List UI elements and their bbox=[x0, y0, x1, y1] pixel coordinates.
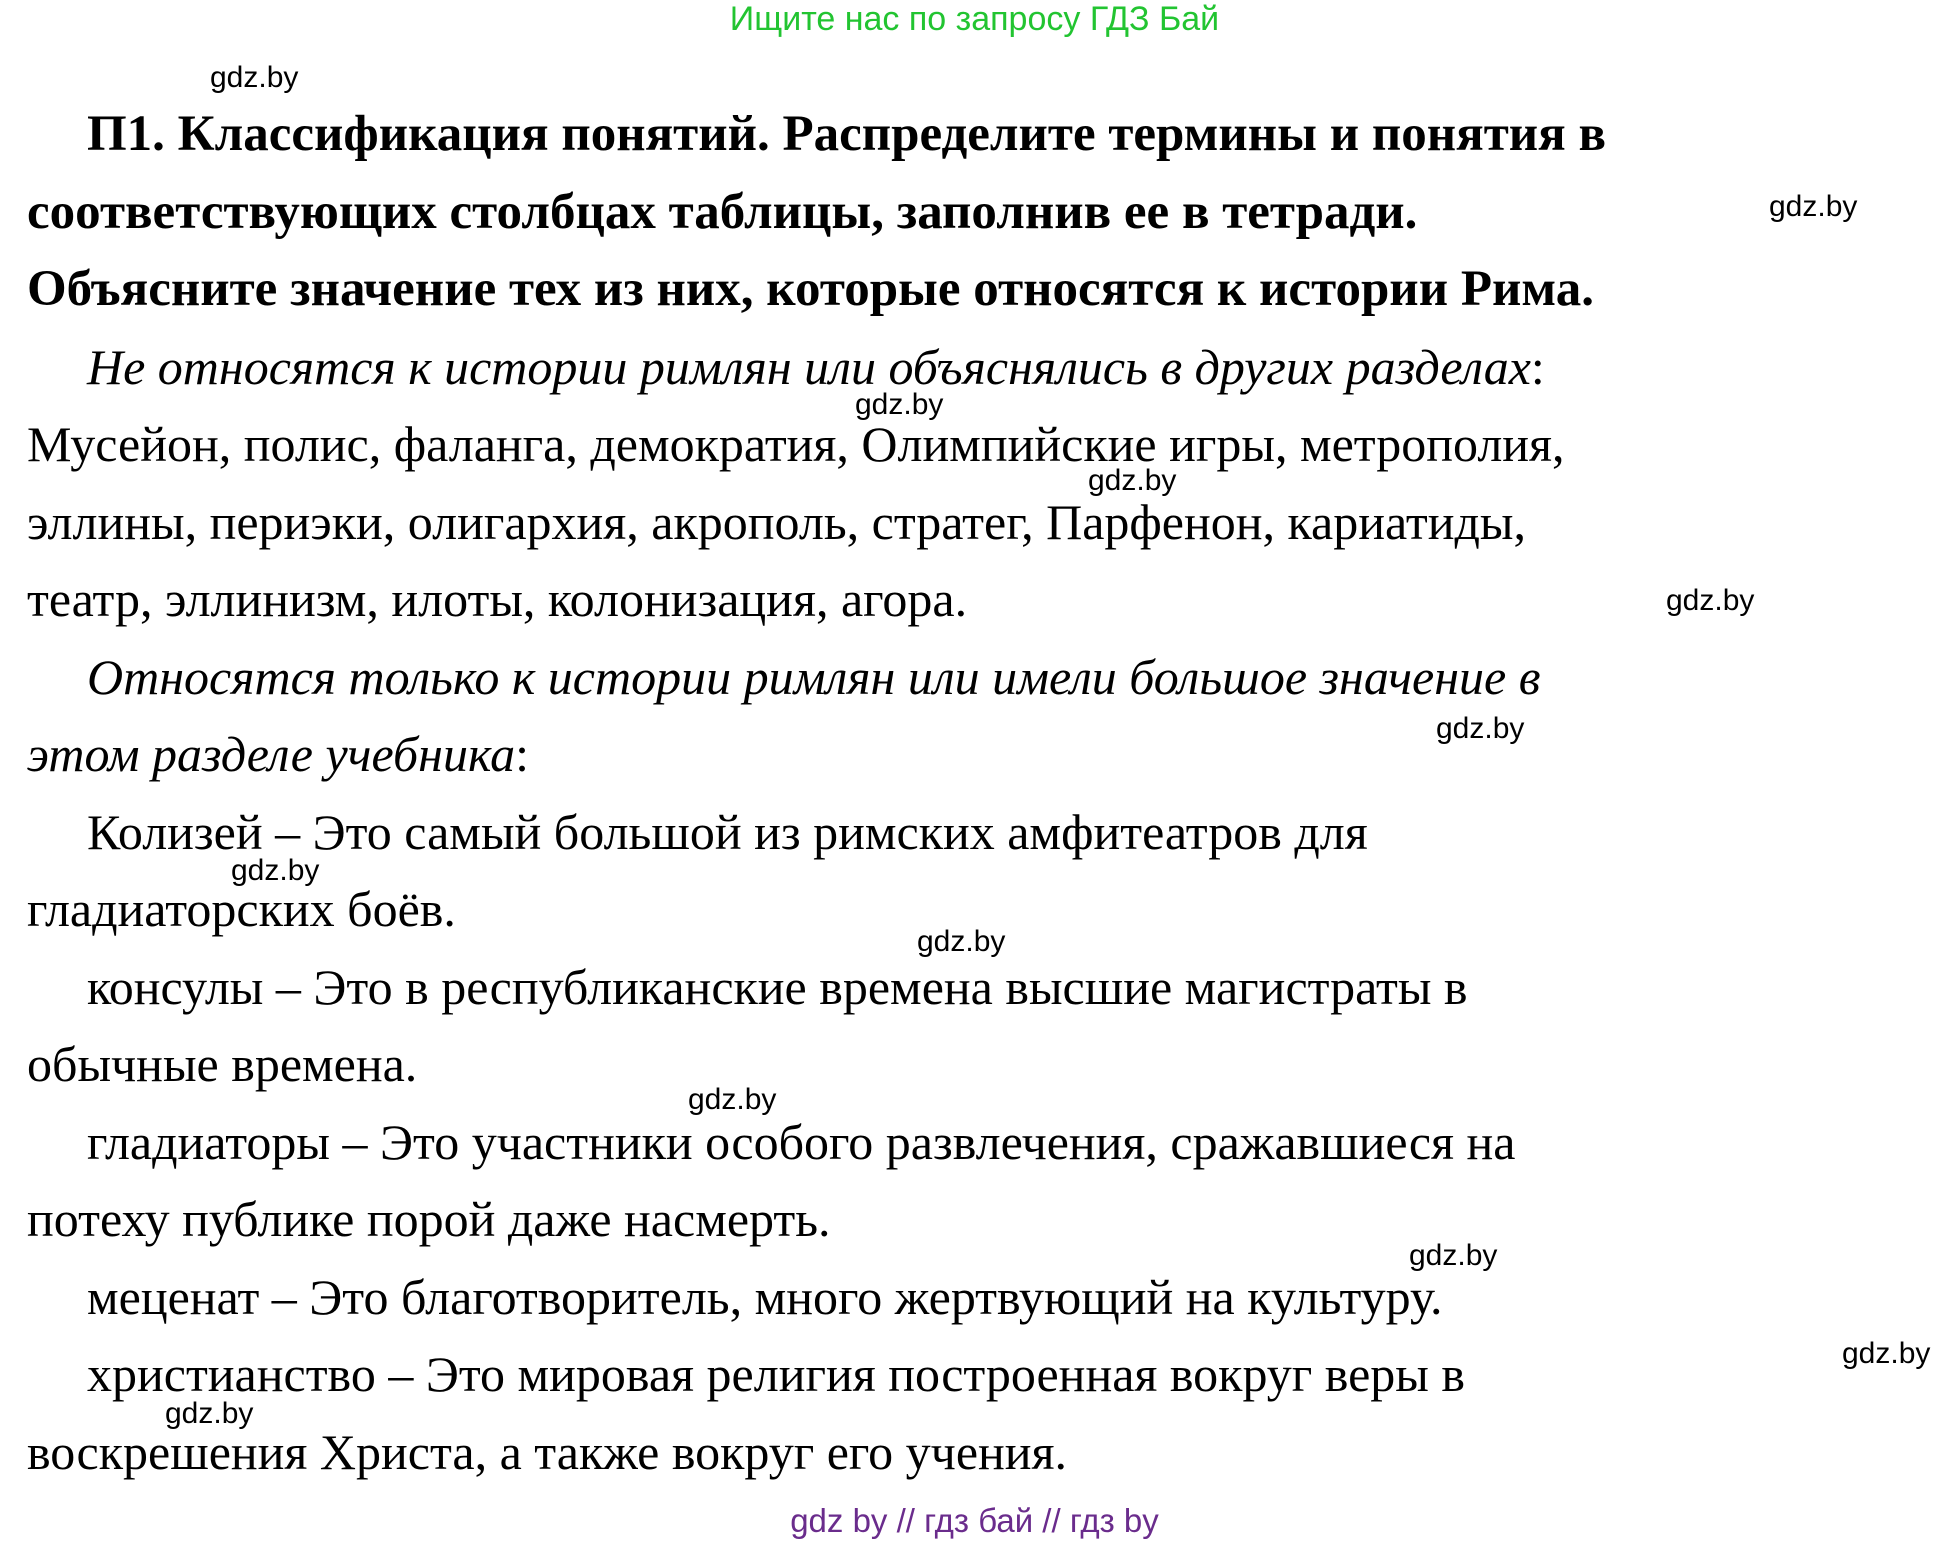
not-related-heading-text: Не относятся к истории римлян или объяснялись в других разделах bbox=[87, 338, 1531, 395]
term-maecenas-line-1: меценат – Это благотворитель, много жертвующий на культуру. bbox=[87, 1268, 1443, 1325]
task-title-line-1: П1. Классификация понятий. Распределите термины и понятия в bbox=[87, 106, 1607, 162]
not-related-terms-line-2: эллины, периэки, олигархия, акрополь, стратег, Парфенон, кариатиды, bbox=[27, 493, 1527, 550]
watermark: gdz.by bbox=[231, 854, 320, 887]
term-gladiators-line-2: потеху публике порой даже насмерть. bbox=[27, 1191, 831, 1247]
watermark: gdz.by bbox=[1842, 1337, 1931, 1370]
task-title-line-3: Объясните значение тех из них, которые относятся к истории Рима. bbox=[27, 261, 1595, 317]
not-related-terms-line-3: театр, эллинизм, илоты, колонизация, агора. bbox=[27, 571, 968, 627]
term-consuls-line-2: обычные времена. bbox=[27, 1036, 418, 1092]
term-consuls-line-1: консулы – Это в республиканские времена высшие магистраты в bbox=[87, 958, 1468, 1015]
related-heading-colon: : bbox=[515, 726, 530, 782]
not-related-terms-line-1: Мусейон, полис, фаланга, демократия, Олимпийские игры, метрополия, bbox=[27, 416, 1565, 472]
watermark: gdz.by bbox=[210, 61, 299, 94]
document-body bbox=[27, 96, 1847, 1491]
term-christianity-line-2: воскрешения Христа, а также вокруг его учения. bbox=[27, 1423, 1068, 1480]
watermark: gdz.by bbox=[1436, 712, 1525, 745]
related-heading-line-1: Относятся только к истории римлян или имели большое значение в bbox=[87, 648, 1541, 705]
search-hint-banner: Ищите нас по запросу ГДЗ Бай bbox=[729, 0, 1220, 38]
related-heading-line-2-text: этом разделе учебника bbox=[27, 726, 516, 782]
term-colosseum-line-2: гладиаторских боёв. bbox=[27, 881, 456, 937]
term-colosseum-line-1: Колизей – Это самый большой из римских амфитеатров для bbox=[87, 803, 1368, 860]
watermark: gdz.by bbox=[1409, 1239, 1498, 1272]
footer-links: gdz by // гдз бай // гдз by bbox=[790, 1502, 1159, 1539]
watermark: gdz.by bbox=[1666, 584, 1755, 617]
watermark: gdz.by bbox=[855, 388, 944, 421]
related-heading-line-2 bbox=[27, 716, 1847, 794]
watermark: gdz.by bbox=[1769, 190, 1858, 223]
term-gladiators-line-1: гладиаторы – Это участники особого развлечения, сражавшиеся на bbox=[87, 1113, 1516, 1170]
task-title-line-2: соответствующих столбцах таблицы, заполнив ее в тетради. bbox=[27, 183, 1418, 240]
watermark: gdz.by bbox=[1088, 464, 1177, 497]
watermark: gdz.by bbox=[688, 1083, 777, 1116]
watermark: gdz.by bbox=[165, 1397, 254, 1430]
not-related-heading-colon: : bbox=[1530, 338, 1545, 395]
term-christianity-line-1: христианство – Это мировая религия построенная вокруг веры в bbox=[87, 1346, 1466, 1402]
watermark: gdz.by bbox=[917, 925, 1006, 958]
